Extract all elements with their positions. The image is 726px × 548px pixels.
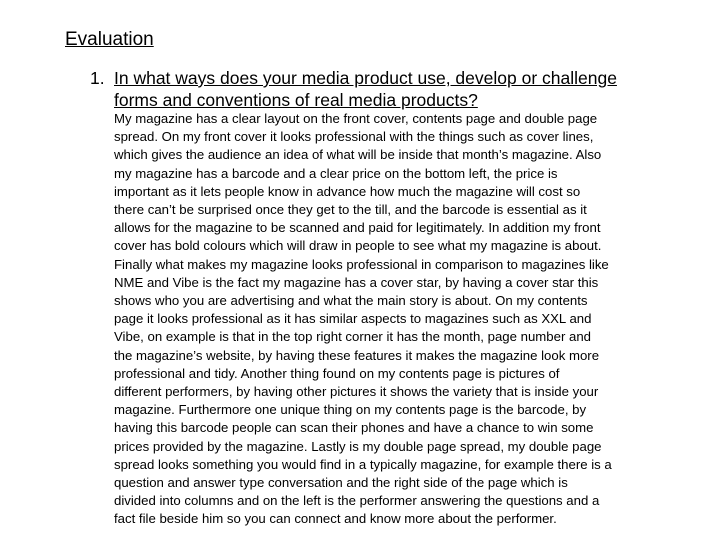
question-number: 1. xyxy=(90,68,105,88)
answer-line: NME and Vibe is the fact my magazine has a cover star, by having a cover star this xyxy=(114,274,599,290)
answer-line: my magazine has a barcode and a clear price on the bottom left, the price is xyxy=(114,165,558,181)
answer-line: Finally what makes my magazine looks professional in comparison to magazines like xyxy=(114,256,609,272)
question-text xyxy=(114,67,674,111)
answer-line: there can’t be surprised once they get to the till, and the barcode is essential as it xyxy=(114,202,587,218)
answer-line: fact file beside him so you can connect and know more about the performer. xyxy=(114,511,557,527)
answer-paragraph xyxy=(114,110,674,529)
answer-line: divided into columns and on the left is the performer answering the questions and a xyxy=(114,493,600,509)
answer-line: having this barcode people can scan their phones and have a chance to win some xyxy=(114,420,594,436)
answer-line: Vibe, on example is that in the top right corner it has the month, page number and xyxy=(114,329,591,345)
answer-line: different performers, by having other pictures it shows the variety that is inside your xyxy=(114,384,599,400)
document-heading: Evaluation xyxy=(65,29,154,50)
answer-line: question and answer type conversation and the right side of the page which is xyxy=(114,475,568,491)
question-line: In what ways does your media product use, develop or challenge xyxy=(114,68,617,88)
answer-line: the magazine’s website, by having these features it makes the magazine look more xyxy=(114,347,600,363)
answer-line: allows for the magazine to be scanned and paid for legitimately. In addition my front xyxy=(114,220,601,236)
answer-line: cover has bold colours which will draw in people to see what my magazine is about. xyxy=(114,238,602,254)
answer-line: shows who you are advertising and what the main story is about. On my contents xyxy=(114,293,588,309)
answer-line: spread. On my front cover it looks professional with the things such as cover lines, xyxy=(114,129,594,145)
answer-line: professional and tidy. Another thing found on my contents page is pictures of xyxy=(114,365,560,381)
question-line: forms and conventions of real media products? xyxy=(114,90,478,110)
answer-line: My magazine has a clear layout on the front cover, contents page and double page xyxy=(114,111,598,126)
answer-line: magazine. Furthermore one unique thing on my contents page is the barcode, by xyxy=(114,402,587,418)
answer-line: spread looks something you would find in a typically magazine, for example there is a xyxy=(114,456,612,472)
answer-line: which gives the audience an idea of what will be inside that month’s magazine. Also xyxy=(114,147,602,163)
answer-line: prices provided by the magazine. Lastly is my double page spread, my double page xyxy=(114,438,602,454)
answer-line: page it looks professional as it has similar aspects to magazines such as XXL and xyxy=(114,311,592,327)
answer-line: important as it lets people know in advance how much the magazine will cost so xyxy=(114,183,581,199)
